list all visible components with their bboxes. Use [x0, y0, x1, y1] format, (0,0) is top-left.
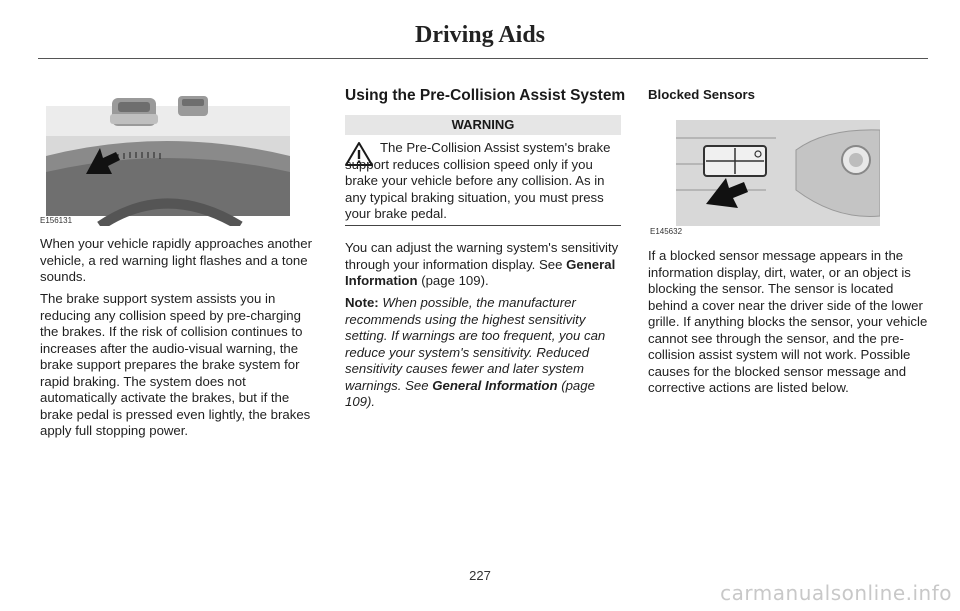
- page-title: Driving Aids: [414, 22, 546, 48]
- page-number: 227: [469, 568, 491, 583]
- figure-code: E145632: [650, 227, 683, 236]
- header-divider: [38, 58, 928, 59]
- cross-reference-link[interactable]: General Information: [432, 377, 558, 393]
- paragraph: The brake support system assists you in reducing any collision speed by pre-charging the brakes. If the risk of collision continues to increases after the audio-visual warning, the brake support prepares the brake system for rapid braking. The system does not automatically activate the brakes, but if the brake pedal is pressed even lightly, the brakes apply full stopping power.: [40, 291, 311, 438]
- warning-divider: [345, 225, 621, 226]
- warning-text: The Pre-Collision Assist system's brake support reduces collision speed only if you brake your vehicle before any collision. As in any typical braking situation, you must press your brake pedal.: [345, 140, 611, 221]
- note-paragraph: Note: When possible, the manufacturer recommends using the highest sensitivity setting. If warnings are too frequent, you can reduce your system's sensitivity. Reduced sensitivity causes fewer and later system warnings. See General Information (page 109).: [345, 295, 606, 409]
- section-heading: Blocked Sensors: [648, 87, 756, 102]
- paragraph: You can adjust the warning system's sensitivity through your information display. See General Information (page 109).: [345, 240, 619, 288]
- grille-sensor-illustration: [676, 120, 880, 226]
- cross-reference-link[interactable]: General Information: [345, 256, 616, 288]
- car-far-icon: [178, 96, 208, 116]
- car-ahead-icon: [110, 98, 158, 126]
- paragraph: If a blocked sensor message appears in the information display, dirt, water, or an object is blocking the sensor. The sensor is located behind a cover near the driver side of the lower grille. If anything blocks the sensor, your vehicle cannot see through the sensor, and the pre-collision assist system will not work. Possible causes for the blocked sensor message and corrective actions are listed below.: [648, 248, 928, 395]
- section-heading: Using the Pre-Collision Assist System: [345, 87, 626, 104]
- warning-label: WARNING: [345, 115, 621, 135]
- watermark: carmanualsonline.info: [720, 581, 952, 605]
- paragraph: When your vehicle rapidly approaches another vehicle, a red warning light flashes and a tone sounds.: [40, 236, 312, 284]
- figure-code: E156131: [40, 216, 73, 225]
- dashboard-illustration: [40, 86, 292, 226]
